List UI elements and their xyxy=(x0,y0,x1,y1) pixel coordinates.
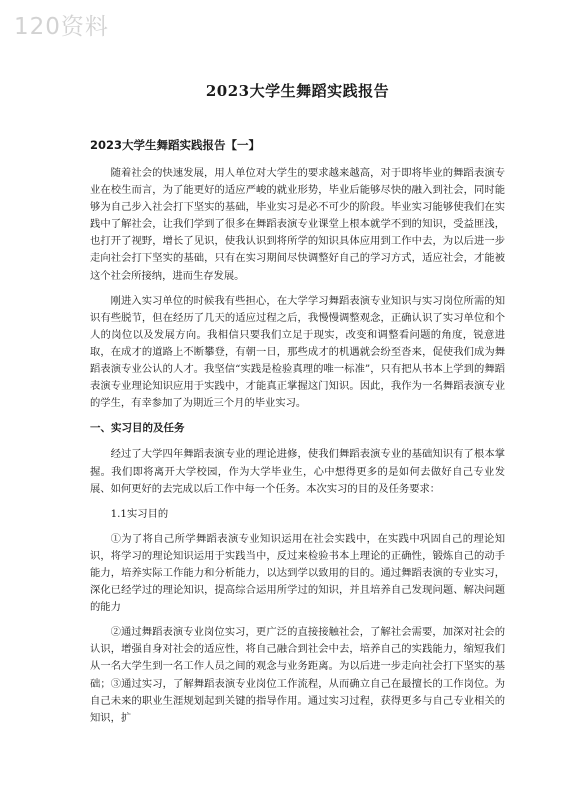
numbered-heading: 1.1实习目的 xyxy=(110,507,169,520)
subsection-heading: 一、实习目的及任务 xyxy=(90,422,185,435)
section-heading: 2023大学生舞蹈实践报告【一】 xyxy=(90,138,261,152)
document-body xyxy=(90,165,505,735)
body-paragraph: 经过了大学四年舞蹈表演专业的理论进修，使我们舞蹈表演专业的基础知识有了根本掌握。我们即将离开大学校园，作为大学毕业生，心中想得更多的是如何去做好自己专业发展、如何更好的去完成以后工作中每一个任务。本次实习的目的及任务要求： xyxy=(90,448,505,495)
body-paragraph: 刚进入实习单位的时候我有些担心，在大学学习舞蹈表演专业知识与实习岗位所需的知识有些脱节，但在经历了几天的适应过程之后，我慢慢调整观念，正确认识了实习单位和个人的岗位以及发展方向。我相信只要我们立足于现实，改变和调整看问题的角度，锐意进取，在成才的道路上不断攀登，有朝一日，那些成才的机遇就会纷至沓来，促使我们成为舞蹈表演专业公认的人才。我坚信“实践是检验真理的唯一标准”，只有把从书本上学到的舞蹈表演专业理论知识应用于实践中，才能真正掌握这门知识。因此，我作为一名舞蹈表演专业的学生，有幸参加了为期近三个月的毕业实习。 xyxy=(90,294,505,410)
document-title: 2023大学生舞蹈实践报告 xyxy=(205,82,390,100)
watermark-logo: 120资料 xyxy=(14,14,109,40)
body-paragraph: ②通过舞蹈表演专业岗位实习，更广泛的直接接触社会，了解社会需要，加深对社会的认识，增强自身对社会的适应性，将自己融合到社会中去，培养自己的实践能力，缩短我们从一名大学生到一名工作人员之间的观念与业务距离。为以后进一步走向社会打下坚实的基础；③通过实习，了解舞蹈表演专业岗位工作流程，从而确立自己在最擅长的工作岗位。为自己未来的职业生涯规划起到关键的指导作用。通过实习过程，获得更多与自己专业相关的知识，扩 xyxy=(90,626,505,724)
body-paragraph: ①为了将自己所学舞蹈表演专业知识运用在社会实践中，在实践中巩固自己的理论知识，将学习的理论知识运用于实践当中，反过来检验书本上理论的正确性，锻炼自己的动手能力，培养实际工作能力和分析能力，以达到学以致用的目的。通过舞蹈表演的专业实习，深化已经学过的理论知识，提高综合运用所学过的知识，并且培养自己发现问题、解决问题的能力 xyxy=(90,532,505,614)
body-paragraph: 随着社会的快速发展，用人单位对大学生的要求越来越高，对于即将毕业的舞蹈表演专业在校生而言，为了能更好的适应严峻的就业形势，毕业后能够尽快的融入到社会，同时能够为自己步入社会打下坚实的基础，毕业实习是必不可少的阶段。毕业实习能够使我们在实践中了解社会，让我们学到了很多在舞蹈表演专业课堂上根本就学不到的知识，受益匪浅，也打开了视野，增长了见识，使我认识到将所学的知识具体应用到工作中去，为以后进一步走向社会打下坚实的基础，只有在实习期间尽快调整好自己的学习方式，适应社会，才能被这个社会所接纳，进而生存发展。 xyxy=(90,167,505,282)
